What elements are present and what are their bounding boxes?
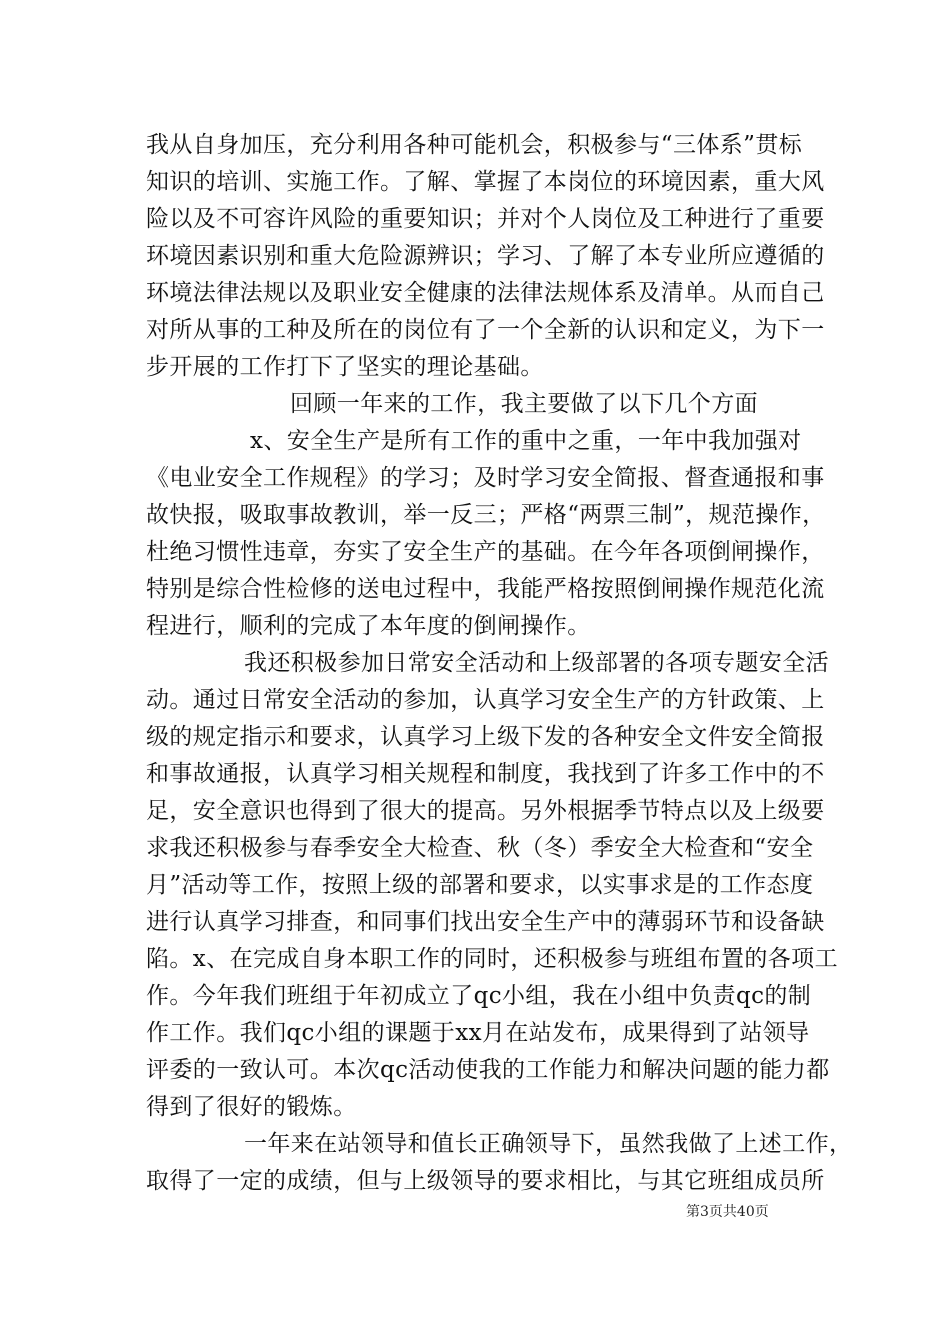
body-text-line: 陷。x、在完成自身本职工作的同时，还积极参与班组布置的各项工 xyxy=(146,946,838,972)
body-text-line: 险以及不可容许风险的重要知识；并对个人岗位及工种进行了重要 xyxy=(146,206,825,232)
body-text-line: 《电业安全工作规程》的学习；及时学习安全简报、督查通报和事 xyxy=(146,465,825,491)
body-text-line: 作工作。我们qc小组的课题于xx月在站发布，成果得到了站领导 xyxy=(146,1020,810,1046)
body-text-line: 环境因素识别和重大危险源辨识；学习、了解了本专业所应遵循的 xyxy=(146,243,825,269)
body-text-line: 动。通过日常安全活动的参加，认真学习安全生产的方针政策、上 xyxy=(146,687,825,713)
body-text-line: 我从自身加压，充分利用各种可能机会，积极参与“三体系”贯标 xyxy=(146,132,803,158)
body-text-line: x、安全生产是所有工作的重中之重，一年中我加强对 xyxy=(250,428,802,454)
body-text-line: 足，安全意识也得到了很大的提高。另外根据季节特点以及上级要 xyxy=(146,798,825,824)
body-text-line: 得到了很好的锻炼。 xyxy=(146,1094,357,1120)
body-text-line: 杜绝习惯性违章，夯实了安全生产的基础。在今年各项倒闸操作， xyxy=(146,539,825,565)
body-text-line: 月”活动等工作，按照上级的部署和要求，以实事求是的工作态度 xyxy=(146,872,814,898)
body-text-line: 特别是综合性检修的送电过程中，我能严格按照倒闸操作规范化流 xyxy=(146,576,825,602)
body-text-line: 评委的一致认可。本次qc活动使我的工作能力和解决问题的能力都 xyxy=(146,1057,830,1083)
body-text-line: 作。今年我们班组于年初成立了qc小组，我在小组中负责qc的制 xyxy=(146,983,812,1009)
body-text-line: 级的规定指示和要求，认真学习上级下发的各种安全文件安全简报 xyxy=(146,724,825,750)
body-text-line: 和事故通报，认真学习相关规程和制度，我找到了许多工作中的不 xyxy=(146,761,825,787)
body-text-line: 我还积极参加日常安全活动和上级部署的各项专题安全活 xyxy=(244,650,829,676)
page-number: 第3页共40页 xyxy=(686,1204,769,1220)
body-text-line: 对所从事的工种及所在的岗位有了一个全新的认识和定义，为下一 xyxy=(146,317,825,343)
body-text-line: 环境法律法规以及职业安全健康的法律法规体系及清单。从而自己 xyxy=(146,280,825,306)
body-text-line: 求我还积极参与春季安全大检查、秋（冬）季安全大检查和“安全 xyxy=(146,835,814,861)
body-text-line: 一年来在站领导和值长正确领导下，虽然我做了上述工作， xyxy=(244,1131,853,1157)
body-text-line: 进行认真学习排查，和同事们找出安全生产中的薄弱环节和设备缺 xyxy=(146,909,825,935)
body-text-line: 步开展的工作打下了坚实的理论基础。 xyxy=(146,354,544,380)
body-text-line: 程进行，顺利的完成了本年度的倒闸操作。 xyxy=(146,613,591,639)
body-text-line: 取得了一定的成绩，但与上级领导的要求相比，与其它班组成员所 xyxy=(146,1168,825,1194)
body-text-line: 故快报，吸取事故教训，举一反三；严格“两票三制”，规范操作， xyxy=(146,502,826,528)
section-heading: 回顾一年来的工作，我主要做了以下几个方面 xyxy=(290,391,758,417)
body-text-line: 知识的培训、实施工作。了解、掌握了本岗位的环境因素，重大风 xyxy=(146,169,825,195)
